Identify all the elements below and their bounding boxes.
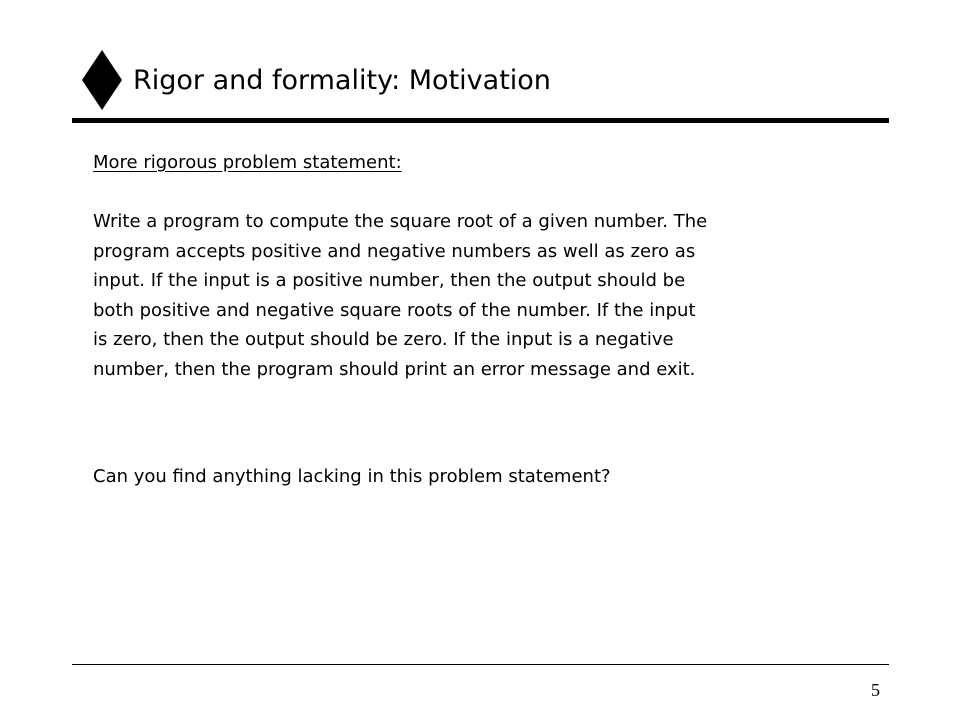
paragraph-line: both positive and negative square roots of the number. If the input: [93, 299, 696, 321]
title-row: [82, 50, 551, 110]
diamond-icon: [82, 50, 122, 110]
slide-title: Rigor and formality: Motivation: [133, 64, 551, 96]
page-number: 5: [871, 680, 880, 700]
paragraph-line: Write a program to compute the square root of a given number. The: [93, 211, 708, 232]
paragraph-line: program accepts positive and negative numbers as well as zero as: [93, 240, 696, 262]
discussion-question: Can you find anything lacking in this problem statement?: [93, 466, 611, 487]
title-divider: [72, 118, 889, 123]
footer-divider: [72, 664, 889, 665]
paragraph-line: number, then the program should print an error message and exit.: [93, 358, 696, 380]
paragraph-line: input. If the input is a positive number, then the output should be: [93, 270, 686, 291]
paragraph-line: is zero, then the output should be zero. If the input is a negative: [93, 329, 674, 350]
problem-statement: [93, 207, 853, 384]
slide-body: [93, 148, 853, 384]
subheading: More rigorous problem statement:: [93, 152, 402, 173]
